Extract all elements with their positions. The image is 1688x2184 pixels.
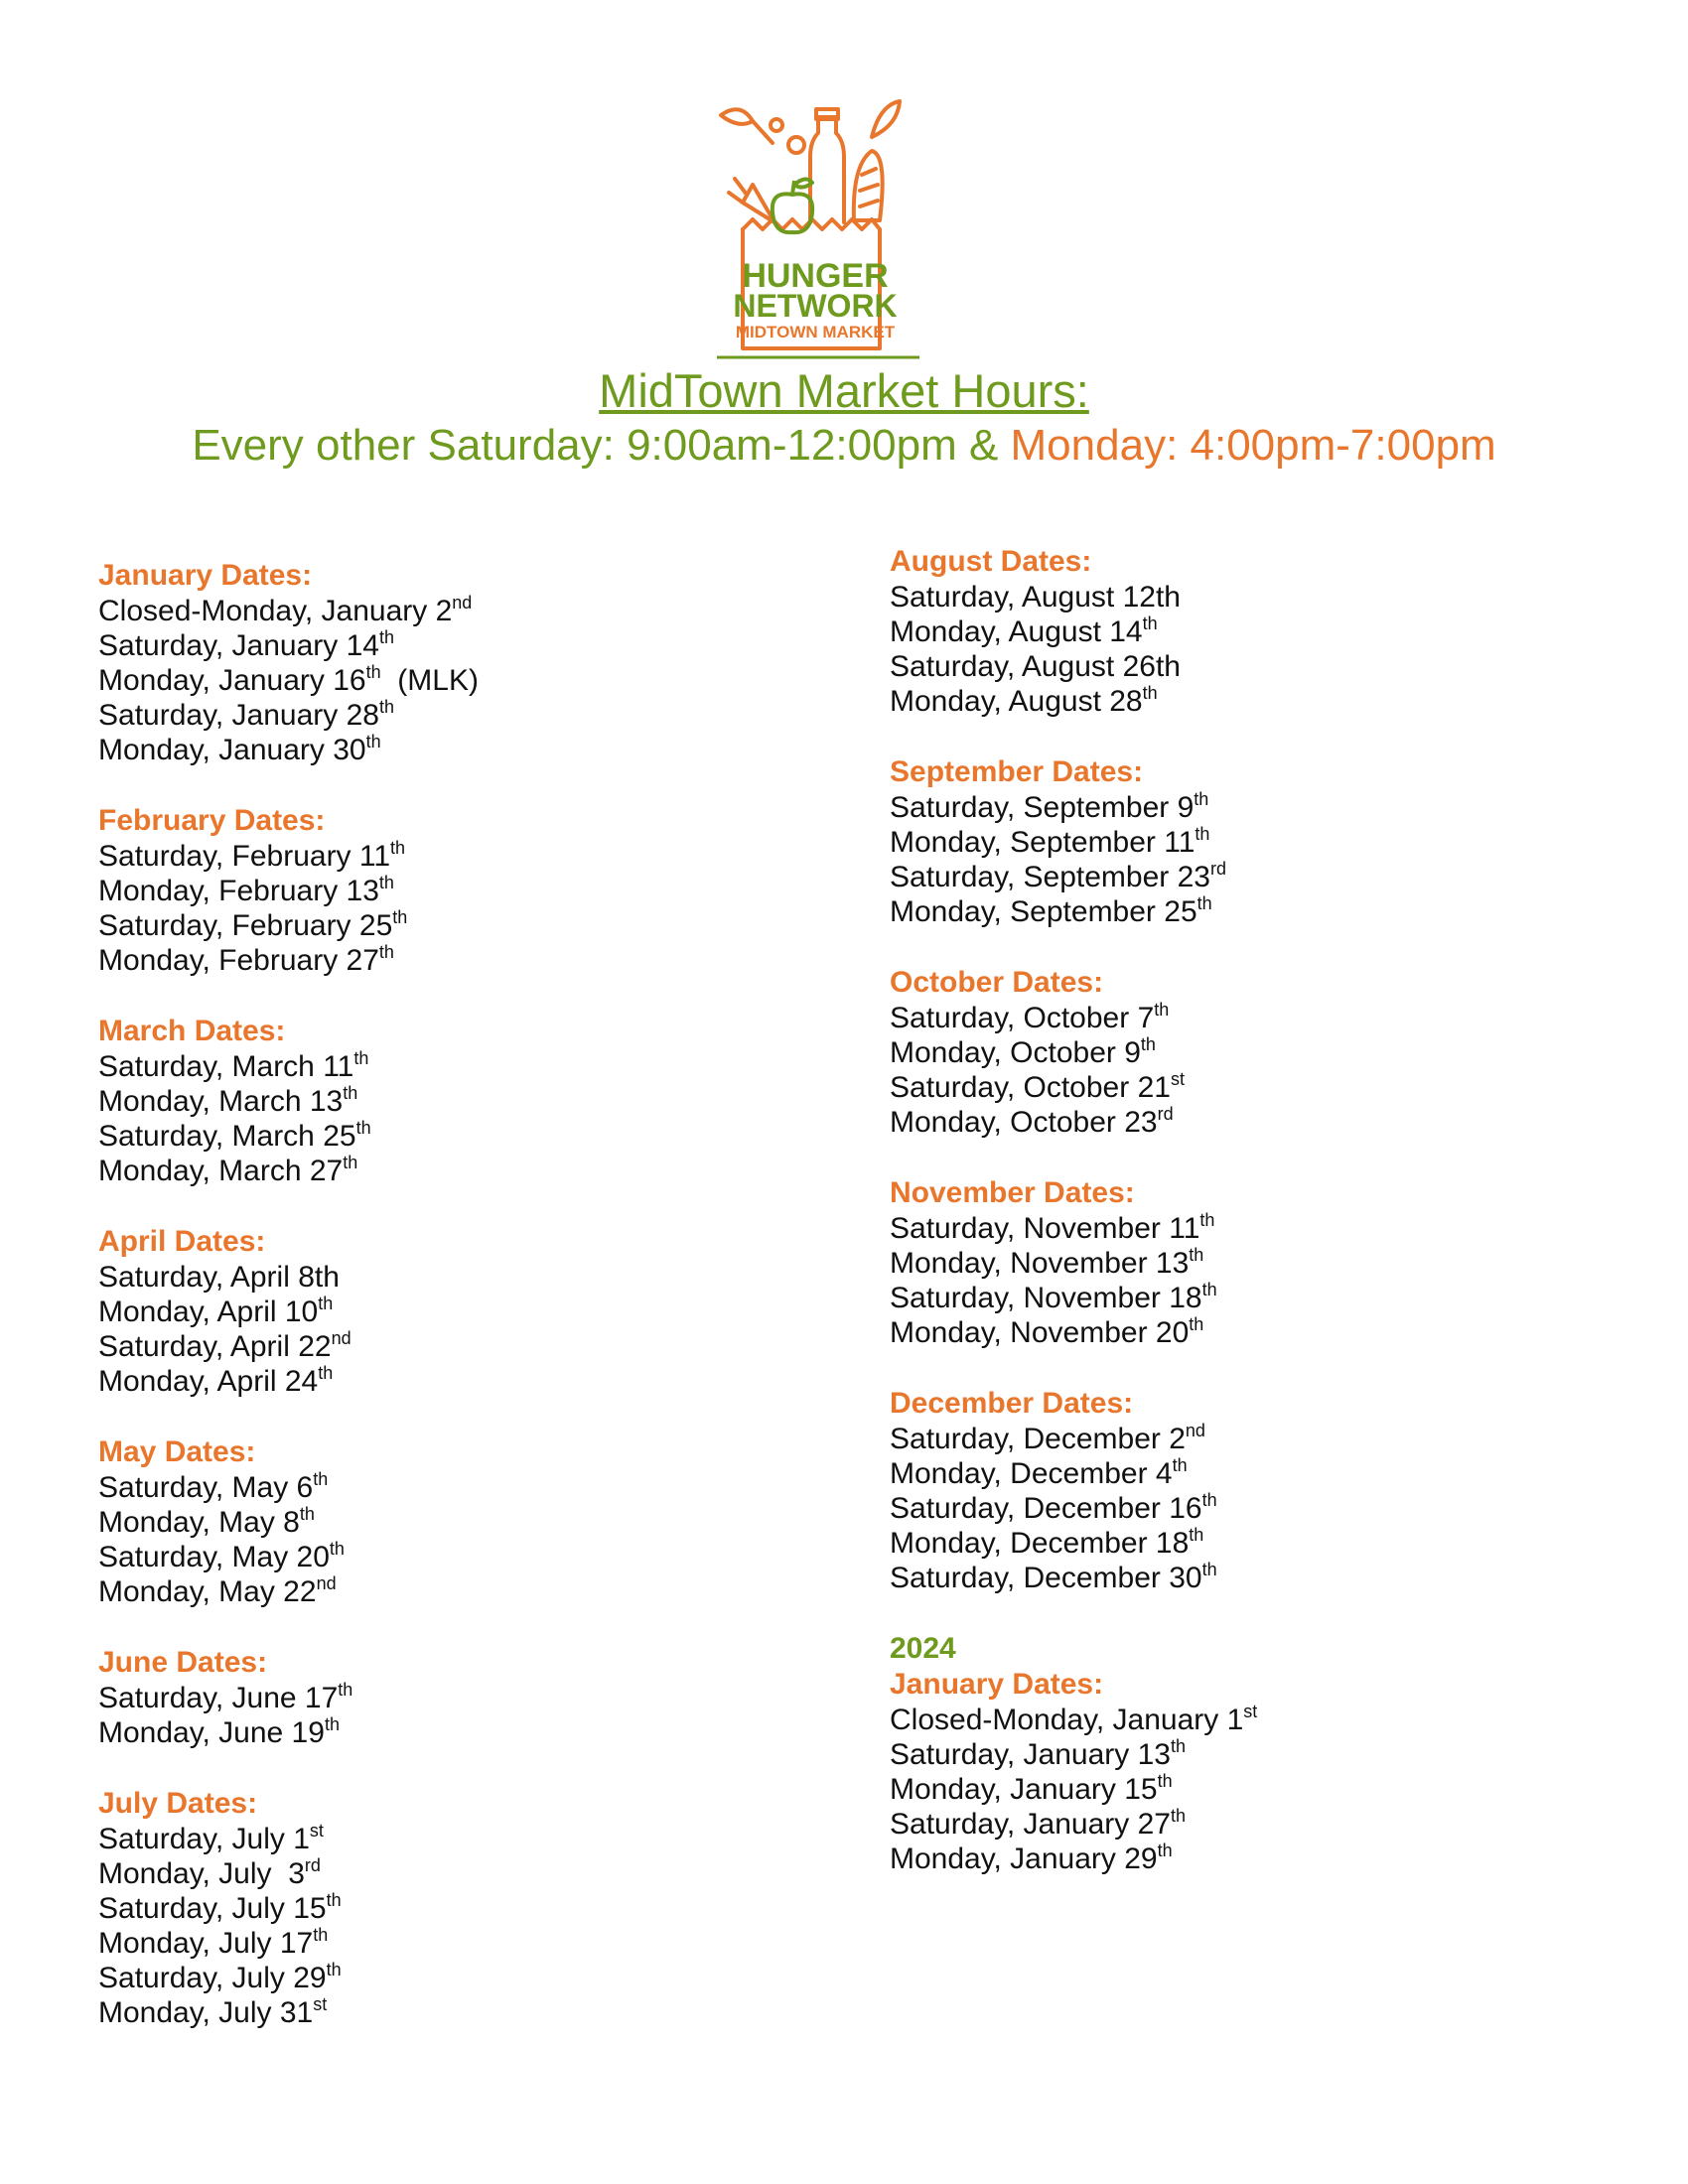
date-row bbox=[98, 874, 479, 908]
date-suffix: th bbox=[343, 1083, 358, 1103]
date-text: Saturday, November 11 bbox=[890, 1212, 1200, 1245]
date-text: Closed-Monday, January 2 bbox=[98, 595, 453, 627]
date-text: Monday, December 4 bbox=[890, 1457, 1173, 1490]
logo-line1: HUNGER bbox=[742, 257, 889, 295]
date-row bbox=[890, 1456, 1257, 1491]
date-text: Saturday, July 15 bbox=[98, 1892, 327, 1925]
left-date-column bbox=[98, 558, 479, 2066]
section-title: November Dates: bbox=[890, 1176, 1135, 1209]
date-row bbox=[98, 1049, 479, 1084]
date-row bbox=[890, 1211, 1257, 1246]
date-row bbox=[98, 1715, 479, 1750]
date-suffix: th bbox=[313, 1469, 329, 1489]
page-title: MidTown Market Hours: bbox=[599, 364, 1089, 417]
date-text: Monday, June 19 bbox=[98, 1716, 325, 1749]
section-title: January Dates: bbox=[98, 559, 313, 592]
section-august-dates bbox=[890, 544, 1257, 719]
date-text: Saturday, May 20 bbox=[98, 1541, 330, 1573]
date-row bbox=[890, 790, 1257, 825]
date-text: Saturday, December 30 bbox=[890, 1562, 1202, 1594]
date-text: Monday, January 29 bbox=[890, 1843, 1158, 1875]
date-suffix: rd bbox=[1157, 1104, 1174, 1124]
date-text: Saturday, September 23 bbox=[890, 861, 1210, 893]
date-suffix: th bbox=[324, 1714, 340, 1734]
date-text: Monday, September 25 bbox=[890, 895, 1197, 928]
date-row bbox=[98, 1505, 479, 1540]
date-suffix: th bbox=[1157, 1771, 1173, 1791]
date-suffix: th bbox=[329, 1539, 345, 1559]
date-row bbox=[98, 663, 479, 698]
date-suffix: st bbox=[313, 1994, 328, 2014]
date-text: Closed-Monday, January 1 bbox=[890, 1704, 1244, 1736]
date-row bbox=[890, 580, 1257, 614]
date-suffix: th bbox=[1189, 1525, 1204, 1545]
section-title: September Dates: bbox=[890, 755, 1144, 788]
date-row bbox=[890, 1561, 1257, 1595]
date-suffix: th bbox=[338, 1680, 353, 1700]
date-text: Saturday, January 13 bbox=[890, 1738, 1171, 1771]
section-april-dates bbox=[98, 1224, 479, 1399]
date-text: Saturday, October 21 bbox=[890, 1071, 1171, 1104]
date-suffix: th bbox=[343, 1153, 358, 1172]
date-suffix: nd bbox=[452, 593, 473, 613]
date-row bbox=[98, 1574, 479, 1609]
section-january-dates-2024 bbox=[890, 1631, 1257, 1876]
date-text: Monday, January 16 bbox=[98, 664, 366, 697]
date-row bbox=[890, 1737, 1257, 1772]
date-text: Saturday, January 14 bbox=[98, 629, 379, 662]
date-row bbox=[98, 1260, 479, 1295]
date-suffix: th bbox=[378, 627, 394, 647]
date-suffix: nd bbox=[1185, 1421, 1205, 1440]
date-suffix: th bbox=[378, 873, 394, 892]
date-row bbox=[890, 1772, 1257, 1807]
section-january-dates bbox=[98, 558, 479, 767]
right-date-column bbox=[890, 544, 1257, 1912]
section-december-dates bbox=[890, 1386, 1257, 1595]
date-text: Monday, May 8 bbox=[98, 1506, 300, 1539]
date-row bbox=[98, 1681, 479, 1715]
date-row bbox=[98, 1961, 479, 1995]
date-text: Monday, February 27 bbox=[98, 944, 379, 977]
date-text: Saturday, September 9 bbox=[890, 791, 1195, 824]
date-row bbox=[98, 1856, 479, 1891]
date-text: Saturday, August 12th bbox=[890, 581, 1181, 614]
section-title: July Dates: bbox=[98, 1787, 258, 1820]
date-row bbox=[98, 1084, 479, 1119]
date-row bbox=[98, 1822, 479, 1856]
section-may-dates bbox=[98, 1434, 479, 1609]
section-october-dates bbox=[890, 965, 1257, 1140]
section-title: May Dates: bbox=[98, 1435, 256, 1468]
date-suffix: th bbox=[1154, 1000, 1170, 1020]
date-text: Monday, November 13 bbox=[890, 1247, 1190, 1280]
date-row bbox=[98, 1295, 479, 1329]
section-title: October Dates: bbox=[890, 966, 1104, 999]
section-title: June Dates: bbox=[98, 1646, 268, 1679]
date-row bbox=[890, 614, 1257, 649]
date-suffix: th bbox=[378, 942, 394, 962]
date-suffix: th bbox=[1170, 1736, 1186, 1756]
logo-line3: MIDTOWN MARKET bbox=[735, 323, 896, 341]
date-suffix: st bbox=[309, 1821, 324, 1841]
section-june-dates bbox=[98, 1645, 479, 1750]
section-march-dates bbox=[98, 1014, 479, 1188]
logo-line2: NETWORK bbox=[733, 288, 898, 324]
date-text: Saturday, November 18 bbox=[890, 1282, 1202, 1314]
section-september-dates bbox=[890, 754, 1257, 929]
date-row bbox=[890, 1807, 1257, 1842]
date-suffix: nd bbox=[316, 1573, 337, 1593]
date-suffix: th bbox=[1157, 1841, 1173, 1860]
date-text: Monday, October 9 bbox=[890, 1036, 1141, 1069]
date-row bbox=[98, 1995, 479, 2030]
date-suffix: th bbox=[378, 697, 394, 717]
date-text: Monday, November 20 bbox=[890, 1316, 1190, 1349]
date-row bbox=[98, 733, 479, 767]
date-suffix: th bbox=[1194, 789, 1209, 809]
date-text: Saturday, June 17 bbox=[98, 1682, 339, 1714]
date-suffix: th bbox=[1201, 1490, 1217, 1510]
section-july-dates bbox=[98, 1786, 479, 2030]
date-text: Saturday, March 11 bbox=[98, 1050, 354, 1083]
section-title: August Dates: bbox=[890, 545, 1092, 578]
date-suffix: rd bbox=[1209, 859, 1226, 879]
date-suffix: th bbox=[1189, 1314, 1204, 1334]
date-row bbox=[890, 1070, 1257, 1105]
date-text: Monday, December 18 bbox=[890, 1527, 1190, 1560]
date-row bbox=[890, 1315, 1257, 1350]
date-row bbox=[98, 839, 479, 874]
monday-hours: Monday: 4:00pm-7:00pm bbox=[1010, 421, 1496, 470]
date-row bbox=[890, 1491, 1257, 1526]
date-row bbox=[890, 1105, 1257, 1140]
date-suffix: th bbox=[1142, 683, 1158, 703]
date-suffix: nd bbox=[331, 1328, 352, 1348]
date-row bbox=[98, 1154, 479, 1188]
date-row bbox=[890, 684, 1257, 719]
date-text: Monday, January 30 bbox=[98, 734, 366, 766]
date-row bbox=[98, 1329, 479, 1364]
section-november-dates bbox=[890, 1175, 1257, 1350]
date-row bbox=[890, 1001, 1257, 1035]
date-text: Saturday, April 22 bbox=[98, 1330, 332, 1363]
date-suffix: th bbox=[390, 838, 406, 858]
date-text: Saturday, December 2 bbox=[890, 1423, 1186, 1455]
date-suffix: th bbox=[313, 1925, 329, 1945]
date-row bbox=[890, 1703, 1257, 1737]
saturday-hours: Every other Saturday: 9:00am-12:00pm & bbox=[192, 421, 999, 470]
date-row bbox=[98, 1364, 479, 1399]
date-suffix: th bbox=[365, 732, 381, 751]
date-suffix: th bbox=[1201, 1560, 1217, 1579]
date-text: Monday, April 10 bbox=[98, 1296, 319, 1328]
date-row bbox=[98, 594, 479, 628]
date-suffix: th bbox=[326, 1960, 342, 1979]
date-suffix: st bbox=[1243, 1702, 1258, 1721]
date-row bbox=[890, 1035, 1257, 1070]
date-row bbox=[98, 1891, 479, 1926]
date-text: Monday, August 14 bbox=[890, 615, 1143, 648]
date-text: Monday, May 22 bbox=[98, 1575, 317, 1608]
date-text: Saturday, May 6 bbox=[98, 1471, 314, 1504]
date-text: Monday, August 28 bbox=[890, 685, 1143, 718]
section-title: March Dates: bbox=[98, 1015, 286, 1047]
date-row bbox=[98, 908, 479, 943]
date-suffix: th bbox=[1195, 824, 1210, 844]
date-text: Saturday, December 16 bbox=[890, 1492, 1202, 1525]
date-text: Monday, January 15 bbox=[890, 1773, 1158, 1806]
date-row bbox=[890, 649, 1257, 684]
year-heading: 2024 bbox=[890, 1632, 956, 1665]
date-text: Saturday, January 27 bbox=[890, 1808, 1171, 1841]
date-row bbox=[98, 1926, 479, 1961]
date-suffix: th bbox=[299, 1504, 315, 1524]
date-suffix: th bbox=[1199, 1210, 1215, 1230]
section-title: April Dates: bbox=[98, 1225, 266, 1258]
date-text: Saturday, October 7 bbox=[890, 1002, 1155, 1034]
date-row bbox=[98, 698, 479, 733]
date-text: Saturday, April 8th bbox=[98, 1261, 340, 1294]
date-text: Saturday, February 25 bbox=[98, 909, 393, 942]
date-row bbox=[890, 825, 1257, 860]
date-suffix: th bbox=[1189, 1245, 1204, 1265]
section-title: January Dates: bbox=[890, 1668, 1104, 1701]
date-text: Monday, February 13 bbox=[98, 875, 379, 907]
date-text: Monday, July 31 bbox=[98, 1996, 314, 2029]
date-row bbox=[890, 1526, 1257, 1561]
section-title: December Dates: bbox=[890, 1387, 1134, 1420]
date-suffix: th bbox=[318, 1294, 334, 1313]
date-suffix: th bbox=[1142, 614, 1158, 633]
date-text: Saturday, August 26th bbox=[890, 650, 1181, 683]
date-text: Monday, October 23 bbox=[890, 1106, 1158, 1139]
date-row bbox=[98, 1540, 479, 1574]
date-suffix: th bbox=[353, 1048, 369, 1068]
date-text: Saturday, March 25 bbox=[98, 1120, 356, 1153]
date-suffix: th bbox=[355, 1118, 371, 1138]
date-row bbox=[890, 1842, 1257, 1876]
date-row bbox=[890, 1281, 1257, 1315]
date-suffix: th bbox=[326, 1890, 342, 1910]
date-row bbox=[98, 1119, 479, 1154]
date-text: Monday, March 27 bbox=[98, 1155, 344, 1187]
date-suffix: th bbox=[1172, 1455, 1188, 1475]
date-text: Saturday, January 28 bbox=[98, 699, 379, 732]
date-text: Saturday, February 11 bbox=[98, 840, 391, 873]
date-suffix: th bbox=[318, 1363, 334, 1383]
date-suffix: rd bbox=[304, 1855, 321, 1875]
section-february-dates bbox=[98, 803, 479, 978]
hunger-network-logo bbox=[713, 95, 971, 363]
date-text: Monday, September 11 bbox=[890, 826, 1196, 859]
date-text: Saturday, July 1 bbox=[98, 1823, 310, 1855]
date-text: Monday, July 3 bbox=[98, 1857, 305, 1890]
date-suffix: th bbox=[1196, 893, 1212, 913]
date-suffix: th bbox=[1140, 1034, 1156, 1054]
date-row bbox=[890, 894, 1257, 929]
date-suffix: th bbox=[1201, 1280, 1217, 1299]
date-suffix: th bbox=[365, 662, 381, 682]
date-text: Saturday, July 29 bbox=[98, 1962, 327, 1994]
date-text: Monday, July 17 bbox=[98, 1927, 314, 1960]
date-row bbox=[890, 1246, 1257, 1281]
date-text: Monday, April 24 bbox=[98, 1365, 319, 1398]
market-hours bbox=[0, 418, 1688, 474]
date-suffix: st bbox=[1170, 1069, 1185, 1089]
date-row bbox=[98, 1470, 479, 1505]
date-text: Monday, March 13 bbox=[98, 1085, 344, 1118]
date-row bbox=[98, 628, 479, 663]
date-row bbox=[98, 943, 479, 978]
date-suffix: th bbox=[392, 907, 408, 927]
date-row bbox=[890, 1422, 1257, 1456]
section-title: February Dates: bbox=[98, 804, 326, 837]
date-row bbox=[890, 860, 1257, 894]
date-suffix: th bbox=[1170, 1806, 1186, 1826]
date-note: (MLK) bbox=[380, 664, 479, 697]
